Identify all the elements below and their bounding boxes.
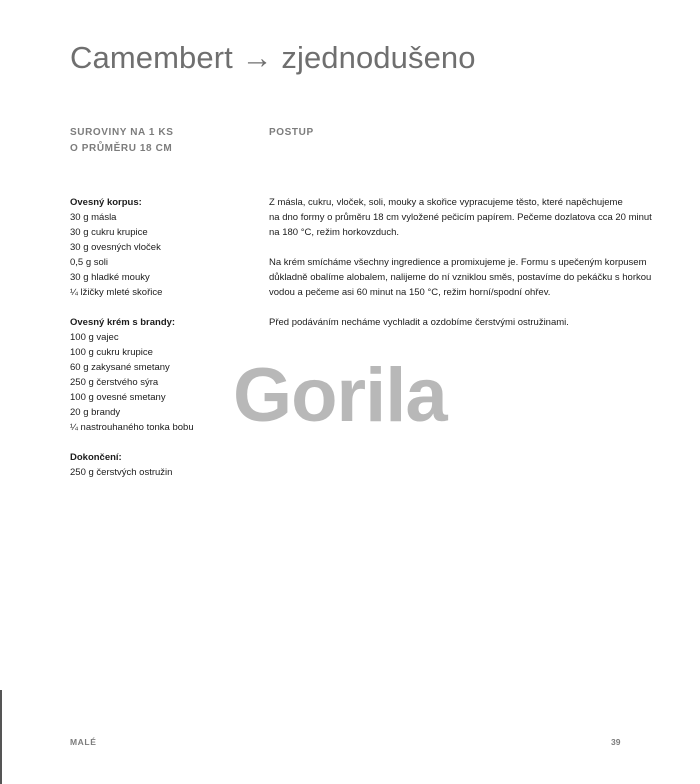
page-title: Camembert → zjednodušeno [70,40,476,75]
ingredient-item: 30 g másla [70,212,117,223]
ingredient-item: 100 g vajec [70,332,119,343]
ingredients-label-line: O PRŮMĚRU 18 CM [70,143,173,154]
ingredient-group-base [70,195,250,300]
ingredient-item: 20 g brandy [70,407,121,418]
method-step [269,195,652,240]
method-step-line: Na krém smícháme všechny ingredience a promixujeme je. Formu s upečeným korpusem [269,257,647,268]
ingredient-item: 100 g ovesné smetany [70,392,166,403]
ingredients-label [70,125,174,157]
ingredient-item: 30 g cukru krupice [70,227,148,238]
ingredient-item: 60 g zakysané smetany [70,362,170,373]
method-step-line: Před podáváním necháme vychladit a ozdobíme čerstvými ostružinami. [269,317,569,328]
ingredients-list [70,195,250,495]
ingredient-group-title: Dokončení: [70,452,122,463]
method-step-line: na 180 °C, režim horkovzduch. [269,227,399,238]
method-step-line: důkladně obalíme alobalem, nalijeme do ní vzniklou směs, postavíme do pekáčku s horkou [269,272,652,283]
ingredient-item: 0,5 g soli [70,257,109,268]
footer-section-label: MALÉ [70,737,97,747]
method-label: POSTUP [269,127,314,138]
ingredient-item: 250 g čerstvého sýra [70,377,159,388]
ingredient-group-cream [70,315,250,435]
ingredient-item: 100 g cukru krupice [70,347,153,358]
page-edge-divider [0,690,2,784]
ingredient-group-finish [70,450,250,480]
watermark-logo: Gorila [233,353,447,438]
ingredient-item: ¼ lžičky mleté skořice [70,287,163,298]
ingredients-label-line: SUROVINY NA 1 KS [70,127,174,138]
ingredient-item: ¼ nastrouhaného tonka bobu [70,422,194,433]
ingredient-group-title: Ovesný krém s brandy: [70,317,176,328]
method-step-line: vodou a pečeme asi 60 minut na 150 °C, režim horní/spodní ohřev. [269,287,551,298]
ingredient-group-title: Ovesný korpus: [70,197,142,208]
ingredient-item: 250 g čerstvých ostružin [70,467,173,478]
method-steps [269,195,652,345]
method-step [269,315,644,330]
ingredient-item: 30 g hladké mouky [70,272,150,283]
method-step-line: Z másla, cukru, vloček, soli, mouky a skořice vypracujeme těsto, které napěchujeme [269,197,623,208]
method-step-line: na dno formy o průměru 18 cm vyložené pečicím papírem. Pečeme dozlatova cca 20 minut [269,212,652,223]
method-step [269,255,652,300]
ingredient-item: 30 g ovesných vloček [70,242,161,253]
page-number: 39 [611,737,621,747]
